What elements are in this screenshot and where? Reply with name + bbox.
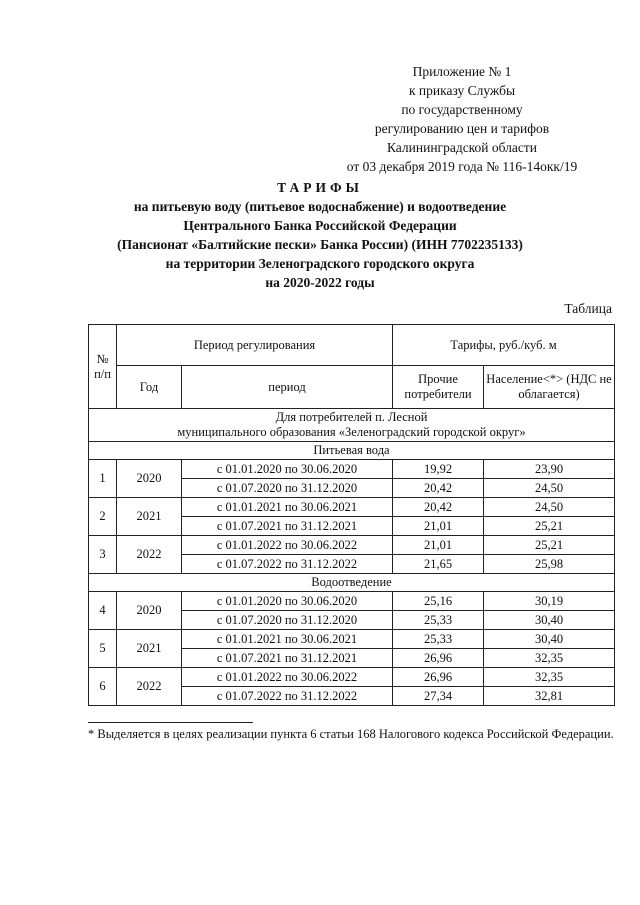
col-year-header: Год: [117, 366, 182, 409]
row-other-value: 27,34: [393, 687, 484, 706]
table-row: [89, 498, 615, 517]
table-label: Таблица: [564, 301, 612, 316]
title-line: Центрального Банка Российской Федерации: [183, 218, 457, 233]
row-year: 2022: [117, 536, 182, 574]
row-period: с 01.07.2022 по 31.12.2022: [182, 555, 393, 574]
row-other-value: 25,33: [393, 611, 484, 630]
row-other-value: 21,65: [393, 555, 484, 574]
row-period: с 01.01.2020 по 30.06.2020: [182, 592, 393, 611]
appendix-line: Приложение № 1: [412, 64, 512, 79]
footnote-divider: [88, 722, 253, 723]
row-population-value: 30,19: [484, 592, 615, 611]
row-other-value: 26,96: [393, 649, 484, 668]
title-heading: ТАРИФЫ: [277, 180, 363, 195]
col-other-header: Прочие потребители: [393, 366, 484, 409]
row-population-value: 23,90: [484, 460, 615, 479]
title-line: на 2020-2022 годы: [265, 275, 375, 290]
row-population-value: 25,21: [484, 517, 615, 536]
row-period: с 01.07.2021 по 31.12.2021: [182, 517, 393, 536]
row-num: 5: [89, 630, 117, 668]
col-population-header: Население<*> (НДС не облагается): [484, 366, 615, 409]
tariffs-table: [88, 324, 615, 706]
document-title: [0, 178, 640, 292]
row-period: с 01.07.2021 по 31.12.2021: [182, 649, 393, 668]
row-population-value: 30,40: [484, 630, 615, 649]
row-population-value: 25,98: [484, 555, 615, 574]
row-period: с 01.07.2020 по 31.12.2020: [182, 611, 393, 630]
appendix-line: к приказу Службы: [408, 83, 516, 98]
section-sewage: Водоотведение: [89, 574, 615, 592]
table-row: [89, 536, 615, 555]
table-row: [89, 592, 615, 611]
row-period: с 01.01.2022 по 30.06.2022: [182, 668, 393, 687]
table-row: [89, 460, 615, 479]
row-year: 2021: [117, 498, 182, 536]
row-other-value: 25,33: [393, 630, 484, 649]
row-year: 2020: [117, 592, 182, 630]
row-num: 3: [89, 536, 117, 574]
row-period: с 01.01.2020 по 30.06.2020: [182, 460, 393, 479]
table-row: [89, 668, 615, 687]
section-water: Питьевая вода: [89, 442, 615, 460]
title-line: на территории Зеленоградского городского округа: [165, 256, 475, 271]
col-period-header: период: [182, 366, 393, 409]
table-row: [89, 630, 615, 649]
row-other-value: 20,42: [393, 479, 484, 498]
appendix-line: по государственному: [401, 102, 523, 117]
row-period: с 01.07.2020 по 31.12.2020: [182, 479, 393, 498]
row-year: 2020: [117, 460, 182, 498]
appendix-block: [322, 62, 602, 176]
row-population-value: 32,35: [484, 668, 615, 687]
col-tariffs-group-header: Тарифы, руб./куб. м: [393, 325, 615, 366]
row-population-value: 24,50: [484, 498, 615, 517]
consumer-group-line: муниципального образования «Зеленоградский городской округ»: [177, 425, 526, 439]
row-period: с 01.01.2021 по 30.06.2021: [182, 630, 393, 649]
title-line: (Пансионат «Балтийские пески» Банка России) (ИНН 7702235133): [117, 237, 523, 252]
row-num: 4: [89, 592, 117, 630]
row-other-value: 26,96: [393, 668, 484, 687]
row-num: 6: [89, 668, 117, 706]
row-period: с 01.01.2022 по 30.06.2022: [182, 536, 393, 555]
consumer-group-row: [89, 409, 615, 442]
row-other-value: 20,42: [393, 498, 484, 517]
row-population-value: 32,81: [484, 687, 615, 706]
row-population-value: 24,50: [484, 479, 615, 498]
row-population-value: 30,40: [484, 611, 615, 630]
col-period-group-header: Период регулирования: [117, 325, 393, 366]
row-num: 2: [89, 498, 117, 536]
row-population-value: 25,21: [484, 536, 615, 555]
row-year: 2022: [117, 668, 182, 706]
appendix-line: от 03 декабря 2019 года № 116-14окк/19: [346, 159, 578, 174]
row-other-value: 19,92: [393, 460, 484, 479]
consumer-group-line: Для потребителей п. Лесной: [275, 410, 428, 424]
row-num: 1: [89, 460, 117, 498]
row-population-value: 32,35: [484, 649, 615, 668]
row-period: с 01.01.2021 по 30.06.2021: [182, 498, 393, 517]
title-line: на питьевую воду (питьевое водоснабжение) и водоотведение: [133, 199, 507, 214]
row-other-value: 21,01: [393, 517, 484, 536]
row-other-value: 21,01: [393, 536, 484, 555]
col-num-header: № п/п: [89, 325, 117, 409]
appendix-line: Калининградской области: [386, 140, 538, 155]
row-period: с 01.07.2022 по 31.12.2022: [182, 687, 393, 706]
row-other-value: 25,16: [393, 592, 484, 611]
appendix-line: регулированию цен и тарифов: [374, 121, 550, 136]
row-year: 2021: [117, 630, 182, 668]
footnote: * Выделяется в целях реализации пункта 6 статьи 168 Налогового кодекса Российской Федерации.: [88, 727, 614, 741]
